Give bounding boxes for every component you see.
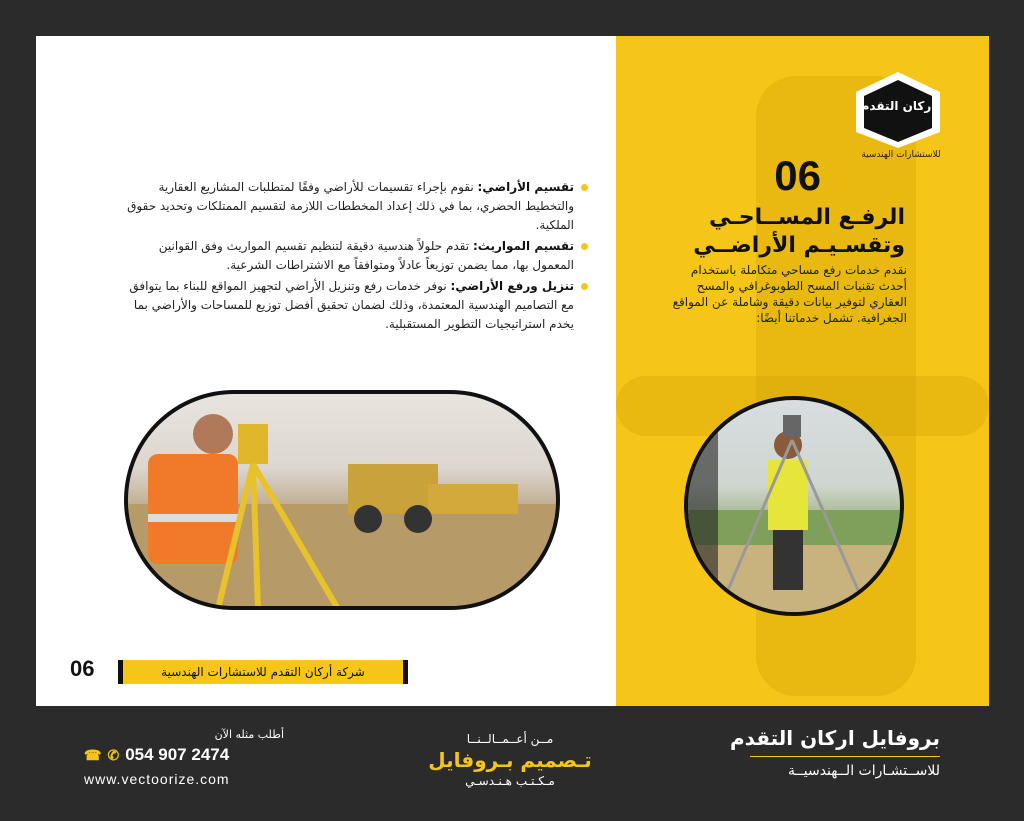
surveyor-circle-photo bbox=[684, 396, 904, 616]
list-item bbox=[122, 277, 588, 334]
bullet-heading: تقسيم المواريث: bbox=[472, 239, 574, 253]
list-item bbox=[122, 237, 588, 275]
bullet-text: نقوم بإجراء تقسيمات للأراضي وفقًا لمتطلبات المشاريع العقارية والتخطيط الحضري، بما في ذلك إعداد المخططات اللازمة لتقسيم الممتلكات وتحديد حقوق الملكية. bbox=[127, 180, 574, 232]
section-description: نقدم خدمات رفع مساحي متكاملة باستخدام أحدث تقنيات المسح الطوبوغرافي والمسح العقاري لتوفير بيانات دقيقة وشاملة عن المواقع الجغرافية. تشمل خدماتنا أيضًا: bbox=[672, 263, 907, 325]
phone-number[interactable]: 054 907 2474 bbox=[125, 745, 230, 764]
divider bbox=[750, 756, 940, 757]
list-item bbox=[122, 178, 588, 235]
section-number: 06 bbox=[774, 152, 821, 199]
brand-block bbox=[700, 716, 940, 821]
website-link[interactable]: www.vectoorize.com bbox=[84, 771, 230, 787]
bullet-text: نوفر خدمات رفع وتنزيل الأراضي لتجهيز المواقع للبناء بما يتوافق مع التصاميم الهندسية المعتمدة، وذلك لضمان تحقيق أفضل توزيع للمساحات والأراضي بما يخدم استراتيجيات التطوير المستقبلية. bbox=[129, 279, 574, 331]
bullet-text: تقدم حلولاً هندسية دقيقة لتنظيم تقسيم المواريث وفق القوانين المعمول بها، مما يضمن توزيعاً عادلاً ومتوافقاً مع الاشتراطات الشرعية. bbox=[158, 239, 574, 272]
bullet-heading: تنزيل ورفع الأراضي: bbox=[450, 279, 574, 293]
right-page bbox=[616, 36, 989, 706]
works-label: مــن أعــمــالــنــا bbox=[466, 732, 554, 746]
left-page bbox=[36, 36, 616, 706]
logo-mark bbox=[852, 70, 944, 150]
surveyor-circle-illustration bbox=[688, 400, 904, 616]
surveyor-illustration bbox=[128, 394, 560, 610]
company-logo bbox=[852, 70, 944, 150]
title-line-2: وتقسـيـم الأراضــي bbox=[693, 233, 905, 258]
logo-text: أركان التقدم bbox=[860, 99, 936, 113]
phone-row[interactable] bbox=[84, 745, 284, 765]
order-label: أطلب مثله الآن bbox=[214, 728, 284, 741]
title-line-1: الرفـع المســاحـي bbox=[709, 205, 905, 230]
page-number: 06 bbox=[70, 656, 95, 681]
contact-block bbox=[84, 716, 284, 821]
section-title bbox=[625, 204, 905, 260]
brochure-spread bbox=[36, 36, 989, 706]
bullet-heading: تقسيم الأراضي: bbox=[477, 180, 574, 194]
works-block bbox=[400, 716, 620, 821]
brand-title: بروفايل اركان التقدم bbox=[730, 726, 940, 750]
whatsapp-icon: ✆ bbox=[107, 746, 120, 763]
surveyor-photo bbox=[124, 390, 560, 610]
works-subtitle: مـكـتـب هـنـدسـي bbox=[465, 774, 555, 788]
phone-icon: ☎ bbox=[84, 746, 102, 763]
brand-subtitle: للاســتشـارات الــهندسيــة bbox=[788, 763, 940, 779]
footer-label: شركة أركان التقدم للاستشارات الهندسية bbox=[161, 665, 365, 679]
logo-subtitle: للاستشارات الهندسية bbox=[861, 150, 941, 160]
services-list bbox=[122, 178, 588, 336]
works-title: تـصميم بـروفايل bbox=[428, 748, 592, 772]
